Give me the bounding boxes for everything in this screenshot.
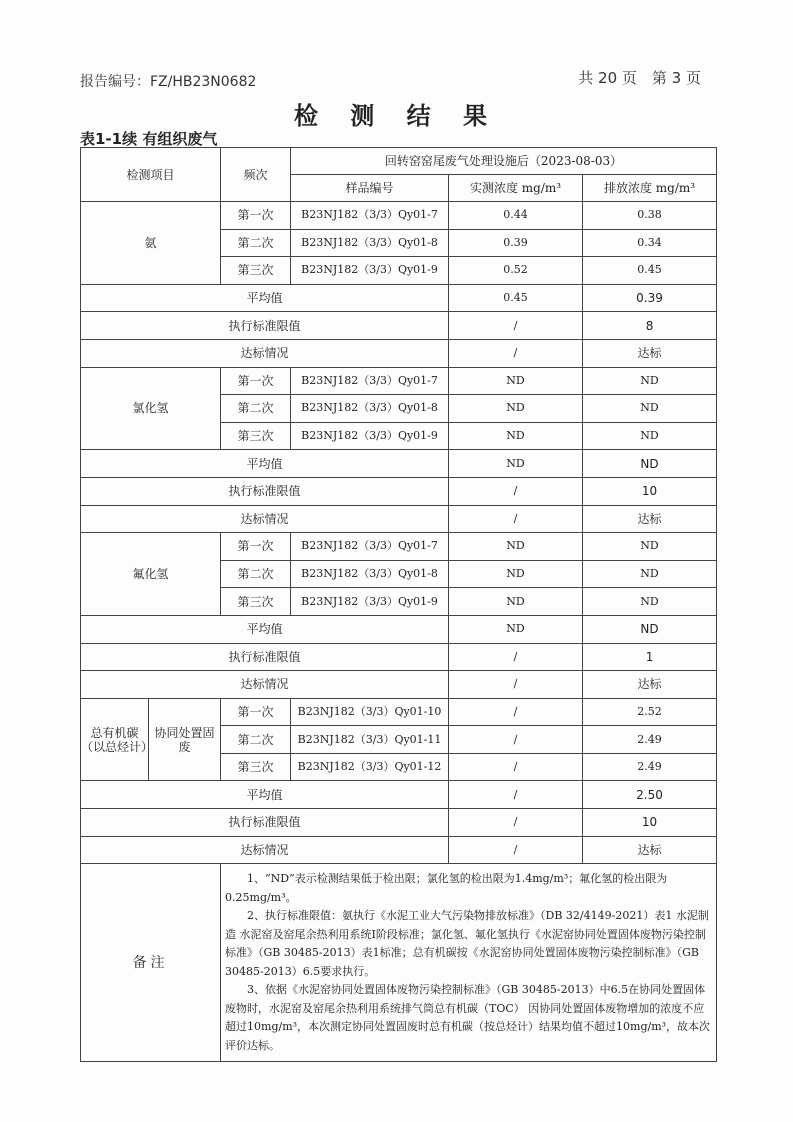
summary-label: 执行标准限值 [81,477,449,505]
table-caption: 表1-1续 有组织废气 [80,130,218,148]
emission-value: 2.52 [583,698,717,726]
notes-row [81,864,717,1062]
sample-id: B23NJ182（3/3）Qy01-7 [291,533,449,561]
measured-value: ND [449,367,583,395]
header-location: 回转窑窑尾废气处理设施后（2023-08-03） [291,148,717,175]
sample-id: B23NJ182（3/3）Qy01-9 [291,257,449,285]
measured-value: ND [449,560,583,588]
sample-id: B23NJ182（3/3）Qy01-9 [291,422,449,450]
header-item: 检测项目 [81,148,221,202]
summary-measured: / [449,643,583,671]
notes-label: 备注 [81,864,221,1062]
emission-value: 2.49 [583,753,717,781]
emission-value: ND [583,533,717,561]
summary-measured: / [449,477,583,505]
results-table [80,147,717,1062]
item-name: 总有机碳（以总烃计） [81,698,149,781]
notes-content [221,864,717,1062]
sample-id: B23NJ182（3/3）Qy01-8 [291,395,449,423]
sample-id: B23NJ182（3/3）Qy01-11 [291,726,449,754]
header-frequency: 频次 [221,148,291,202]
summary-row [81,809,717,837]
summary-row [81,671,717,699]
item-subtype: 协同处置固废 [149,698,221,781]
emission-value: ND [583,588,717,616]
summary-label: 达标情况 [81,836,449,864]
summary-label: 平均值 [81,284,449,312]
summary-measured: 0.45 [449,284,583,312]
frequency: 第三次 [221,753,291,781]
frequency: 第二次 [221,229,291,257]
summary-label: 平均值 [81,615,449,643]
summary-label: 执行标准限值 [81,312,449,340]
frequency: 第二次 [221,560,291,588]
header-emission: 排放浓度 mg/m³ [583,175,717,202]
emission-value: 0.38 [583,202,717,230]
summary-measured: ND [449,615,583,643]
measured-value: ND [449,588,583,616]
frequency: 第一次 [221,698,291,726]
note-item: 1、“ND”表示检测结果低于检出限；氯化氢的检出限为1.4mg/m³；氟化氢的检出限为0.25mg/m³。 [225,872,668,904]
summary-measured: / [449,312,583,340]
sample-id: B23NJ182（3/3）Qy01-8 [291,560,449,588]
page-count: 共 20 页 第 3 页 [578,69,701,87]
summary-emission: 0.39 [583,284,717,312]
summary-measured: / [449,809,583,837]
summary-label: 达标情况 [81,339,449,367]
summary-row [81,505,717,533]
summary-measured: / [449,781,583,809]
summary-emission: 10 [583,809,717,837]
frequency: 第三次 [221,588,291,616]
sample-id: B23NJ182（3/3）Qy01-9 [291,588,449,616]
measured-value: 0.44 [449,202,583,230]
summary-emission: 8 [583,312,717,340]
header-measured: 实测浓度 mg/m³ [449,175,583,202]
summary-row [81,643,717,671]
summary-row [81,615,717,643]
frequency: 第一次 [221,202,291,230]
sample-id: B23NJ182（3/3）Qy01-7 [291,202,449,230]
summary-measured: / [449,836,583,864]
summary-label: 达标情况 [81,505,449,533]
item-name: 氟化氢 [81,533,221,616]
summary-emission: 达标 [583,671,717,699]
frequency: 第三次 [221,422,291,450]
summary-emission: 达标 [583,836,717,864]
summary-emission: 达标 [583,505,717,533]
page-title: 检 测 结 果 [293,102,500,130]
summary-label: 达标情况 [81,671,449,699]
emission-value: ND [583,560,717,588]
summary-label: 执行标准限值 [81,809,449,837]
summary-emission: 1 [583,643,717,671]
table-row [81,367,717,395]
frequency: 第三次 [221,257,291,285]
measured-value: 0.39 [449,229,583,257]
measured-value: / [449,726,583,754]
summary-emission: 10 [583,477,717,505]
emission-value: ND [583,422,717,450]
measured-value: ND [449,533,583,561]
summary-emission: ND [583,615,717,643]
frequency: 第一次 [221,533,291,561]
frequency: 第二次 [221,395,291,423]
measured-value: / [449,698,583,726]
note-item: 3、依据《水泥窑协同处置固体废物污染控制标准》（GB 30485-2013）中6.5在协同处置固体废物时，水泥窑及窑尾余热利用系统排气筒总有机碳（TOC） 因协同处置固体废物增加的浓度不应超过10mg/m³，本次测定协同处置固废时总有机碳（按总烃计）结果均值不超过10mg/m³，故本次评价达标。 [225,983,711,1052]
summary-row [81,312,717,340]
measured-value: 0.52 [449,257,583,285]
sample-id: B23NJ182（3/3）Qy01-10 [291,698,449,726]
item-name: 氯化氢 [81,367,221,450]
frequency: 第二次 [221,726,291,754]
table-row [81,698,717,726]
measured-value: / [449,753,583,781]
summary-measured: / [449,505,583,533]
measured-value: ND [449,422,583,450]
summary-emission: 2.50 [583,781,717,809]
summary-measured: / [449,671,583,699]
emission-value: 0.34 [583,229,717,257]
sample-id: B23NJ182（3/3）Qy01-7 [291,367,449,395]
frequency: 第一次 [221,367,291,395]
summary-emission: 达标 [583,339,717,367]
sample-id: B23NJ182（3/3）Qy01-8 [291,229,449,257]
emission-value: 0.45 [583,257,717,285]
summary-measured: ND [449,450,583,478]
summary-row [81,781,717,809]
table-row [81,202,717,230]
item-name: 氨 [81,202,221,285]
summary-label: 平均值 [81,781,449,809]
sample-id: B23NJ182（3/3）Qy01-12 [291,753,449,781]
emission-value: 2.49 [583,726,717,754]
summary-label: 平均值 [81,450,449,478]
summary-measured: / [449,339,583,367]
summary-row [81,450,717,478]
report-number: 报告编号：FZ/HB23N0682 [80,74,257,90]
emission-value: ND [583,395,717,423]
header-sample-id: 样品编号 [291,175,449,202]
summary-emission: ND [583,450,717,478]
measured-value: ND [449,395,583,423]
table-row [81,533,717,561]
summary-row [81,284,717,312]
summary-label: 执行标准限值 [81,643,449,671]
summary-row [81,339,717,367]
note-item: 2、执行标准限值：氨执行《水泥工业大气污染物排放标准》（DB 32/4149-2021）表1 水泥制造 水泥窑及窑尾余热利用系统Ⅰ阶段标准；氯化氢、氟化氢执行《水泥窑协同处置固体废物污染控制标准》（GB 30485-2013）表1标准；总有机碳按《水泥窑协同处置固体废物污染控制标准》（GB 30485-2013）6.5要求执行。 [225,909,709,978]
emission-value: ND [583,367,717,395]
summary-row [81,477,717,505]
summary-row [81,836,717,864]
